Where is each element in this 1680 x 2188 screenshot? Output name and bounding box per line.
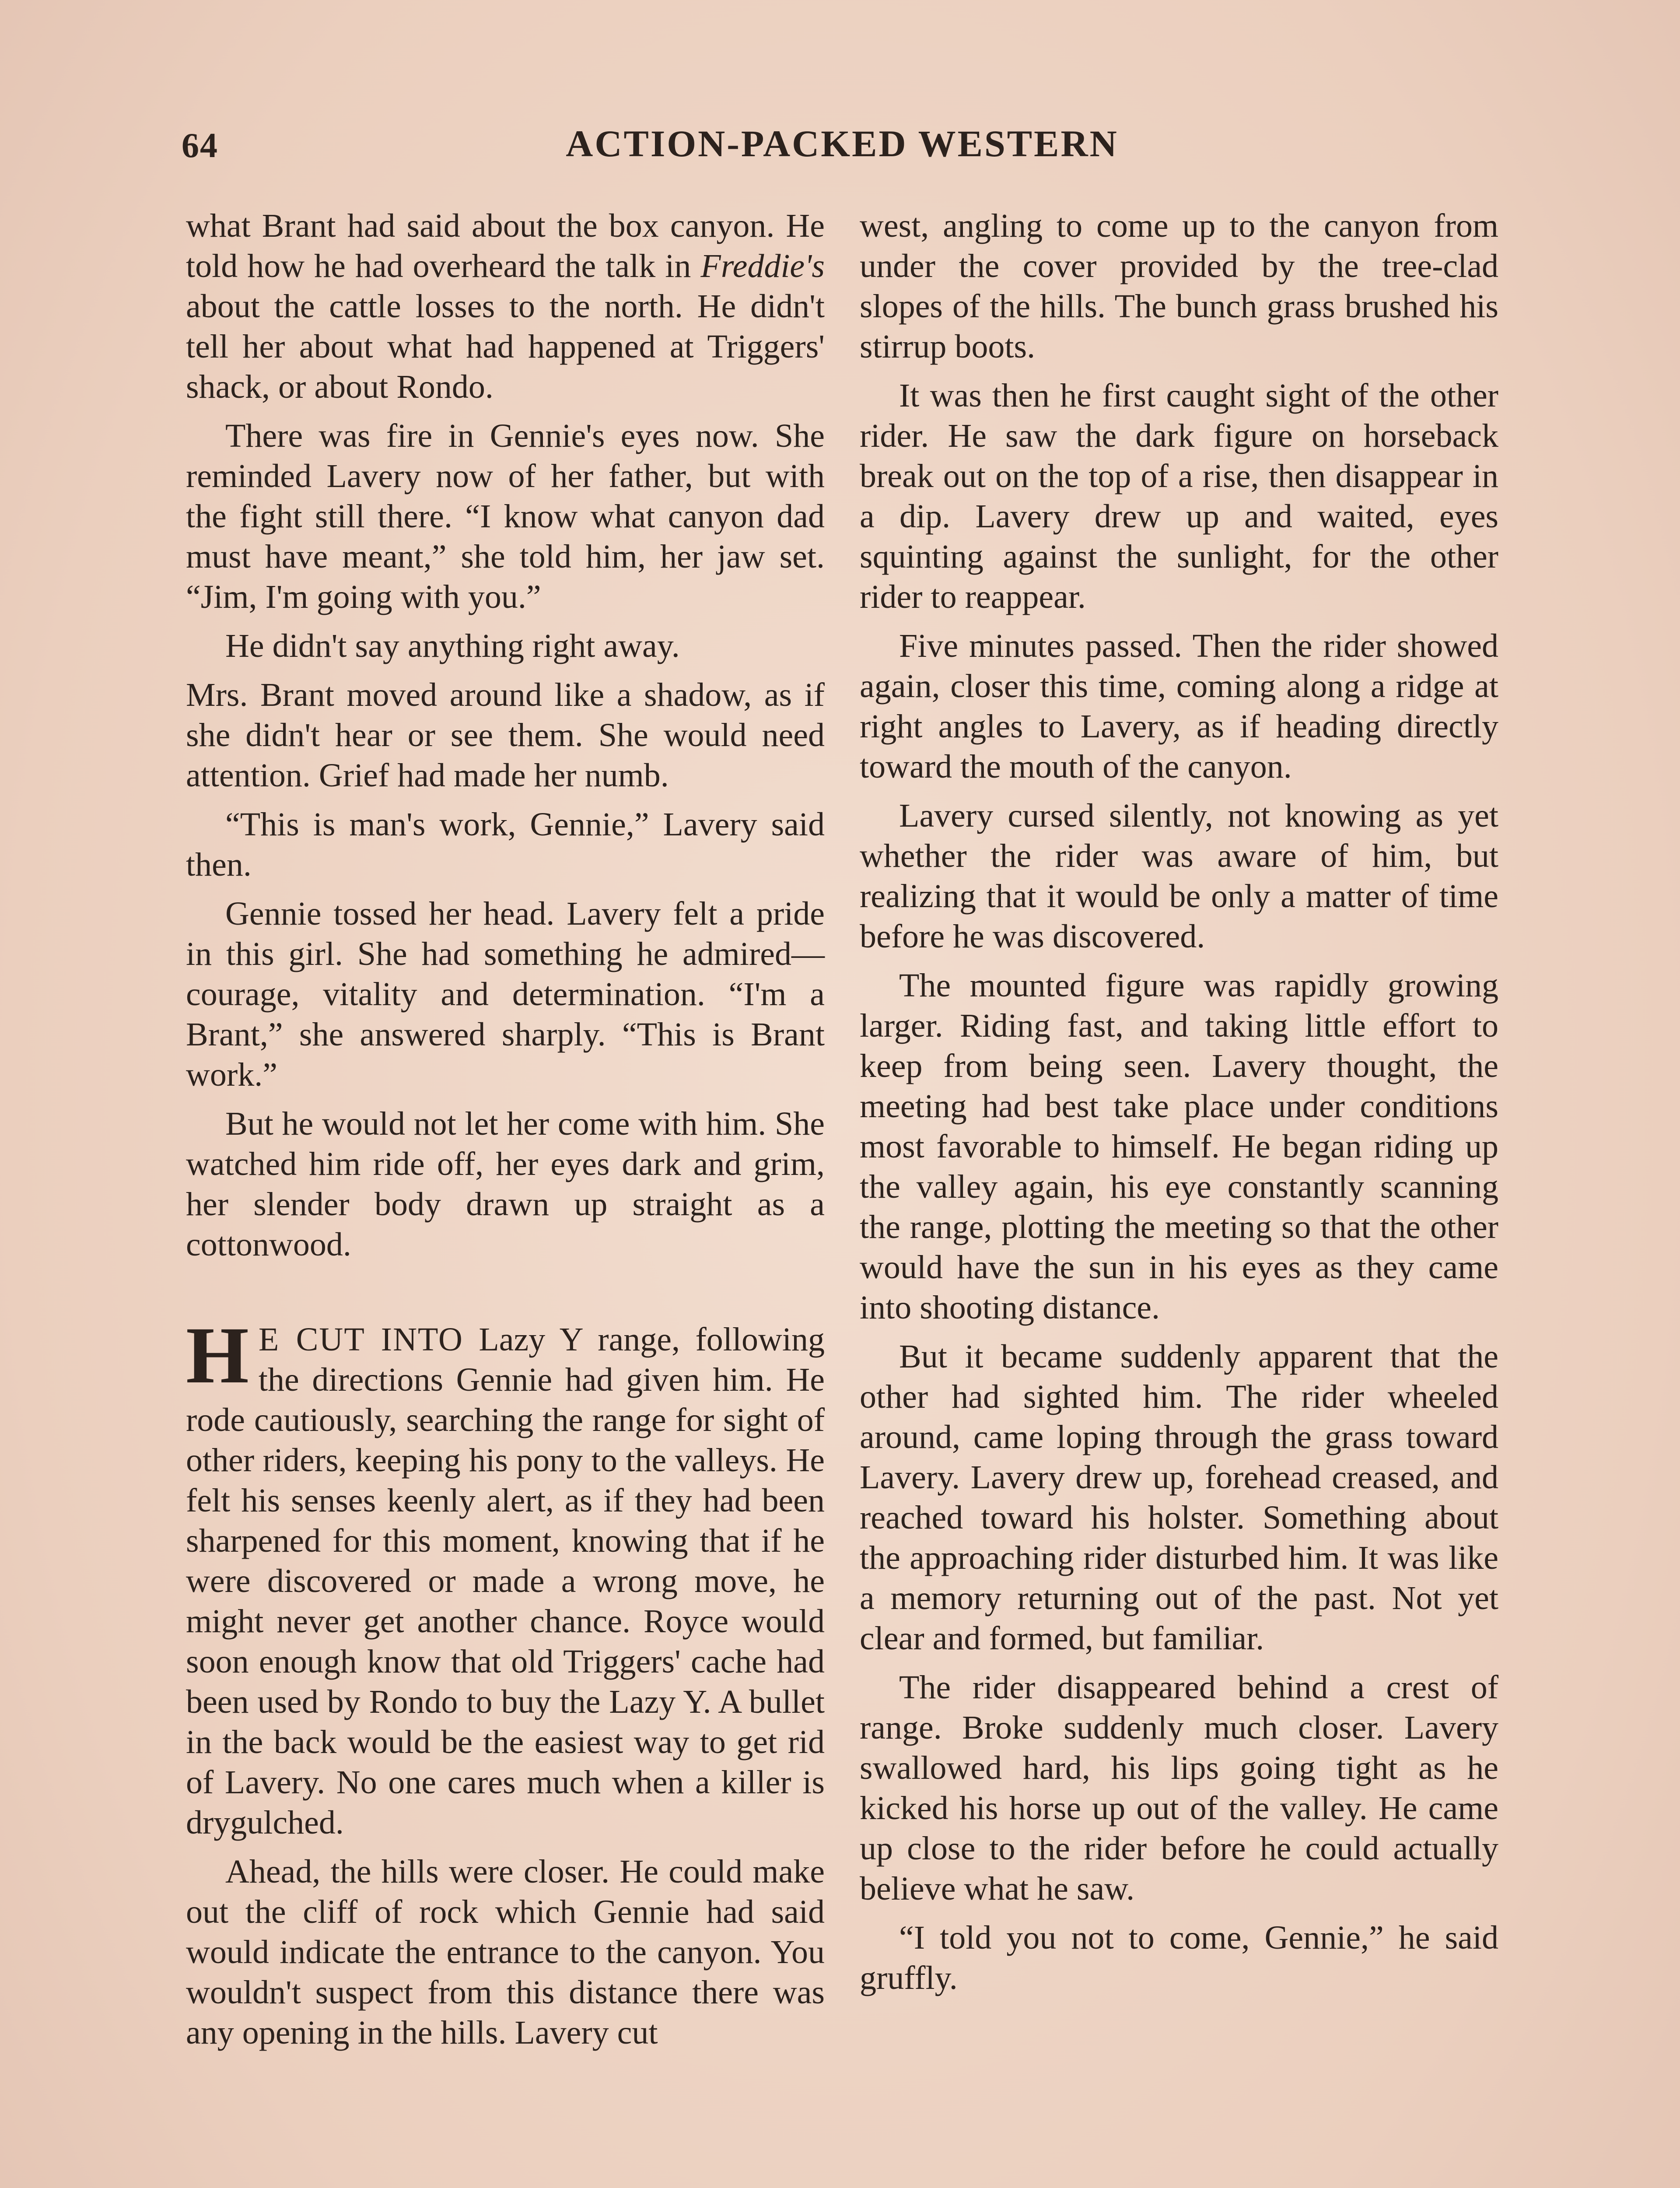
paragraph: Ahead, the hills were closer. He could make out the cliff of rock which Gennie had said would indicate the entrance to the canyon. You wouldn't suspect from this distance there was any opening in the hills. Lavery cut	[186, 1853, 825, 2051]
paragraph: “I told you not to come, Gennie,” he said gruffly.	[860, 1919, 1498, 1996]
paragraph	[186, 206, 825, 407]
paragraph: It was then he first caught sight of the other rider. He saw the dark figure on horseback break out on the top of a rise, then disappear in a dip. Lavery drew up and waited, eyes squinting against the sunlight, for the other rider to reappear.	[860, 377, 1498, 615]
paragraph: “This is man's work, Gennie,” Lavery said then.	[186, 806, 825, 883]
page-header	[182, 118, 1503, 179]
paragraph: Five minutes passed. Then the rider showed again, closer this time, coming along a ridge at right angles to Lavery, as if heading directly toward the mouth of the canyon.	[860, 628, 1498, 785]
paragraph: But it became suddenly apparent that the other had sighted him. The rider wheeled around, came loping through the grass toward Lavery. Lavery drew up, forehead creased, and reached toward his holster. Something about the approaching rider disturbed him. It was like a memory returning out of the past. Not yet clear and formed, but familiar.	[860, 1338, 1498, 1657]
paragraph: The mounted figure was rapidly growing larger. Riding fast, and taking little effort to keep from being seen. Lavery thought, the meeting had best take place under conditions most favorable to himself. He began riding up the valley again, his eye constantly scanning the range, plotting the meeting so that the other would have the sun in his eyes as they came into shooting distance.	[860, 967, 1498, 1326]
paragraph-text: about the cattle losses to the north. He didn't tell her about what had happened at Triggers' shack, or about Rondo.	[186, 288, 825, 405]
paragraph: Lavery cursed silently, not knowing as yet whether the rider was aware of him, but realizing that it would be only a matter of time before he was discovered.	[860, 797, 1498, 955]
left-column	[186, 206, 825, 2062]
right-column	[860, 206, 1498, 2007]
paragraph: west, angling to come up to the canyon from under the cover provided by the tree-clad slopes of the hills. The bunch grass brushed his stirrup boots.	[860, 207, 1498, 365]
paragraph: Gennie tossed her head. Lavery felt a pride in this girl. She had something he admired—courage, vitality and determination. “I'm a Brant,” she answered sharply. “This is Brant work.”	[186, 895, 825, 1093]
lead-in-caps: E CUT INTO	[258, 1321, 463, 1358]
page-number: 64	[182, 126, 218, 165]
paragraph: The rider disappeared behind a crest of range. Broke suddenly much closer. Lavery swallowed hard, his lips going tight as he kicked his horse up out of the valley. He came up close to the rider before he could actually believe what he saw.	[860, 1669, 1498, 1907]
paragraph: He didn't say anything right away.	[225, 628, 680, 664]
paragraph: There was fire in Gennie's eyes now. She reminded Lavery now of her father, but with the fight still there. “I know what canyon dad must have meant,” she told him, her jaw set. “Jim, I'm going with you.”	[186, 417, 825, 615]
running-title: ACTION-PACKED WESTERN	[566, 123, 1119, 165]
paragraph: But he would not let her come with him. She watched him ride off, her eyes dark and grim, her slender body drawn up straight as a cottonwood.	[186, 1105, 825, 1263]
paragraph: Mrs. Brant moved around like a shadow, as if she didn't hear or see them. She would need attention. Grief had made her numb.	[186, 677, 825, 794]
paragraph-text: what Brant had said about the box canyon. He told how he had overheard the talk in	[186, 207, 825, 284]
italic-text: Freddie's	[700, 248, 825, 284]
paragraph-text: Lazy Y range, following the directions Gennie had given him. He rode cautiously, searching the range for sight of other riders, keeping his pony to the valleys. He felt his senses keenly alert, as if they had been sharpened for this moment, knowing that if he were discovered or made a wrong move, he might never get another chance. Royce would soon enough know that old Triggers' cache had been used by Rondo to buy the Lazy Y. A bullet in the back would be the easiest way to get rid of Lavery. No one cares much when a killer is drygulched.	[186, 1321, 825, 1841]
drop-cap: H	[186, 1311, 249, 1400]
section-opening-paragraph	[186, 1311, 825, 1843]
